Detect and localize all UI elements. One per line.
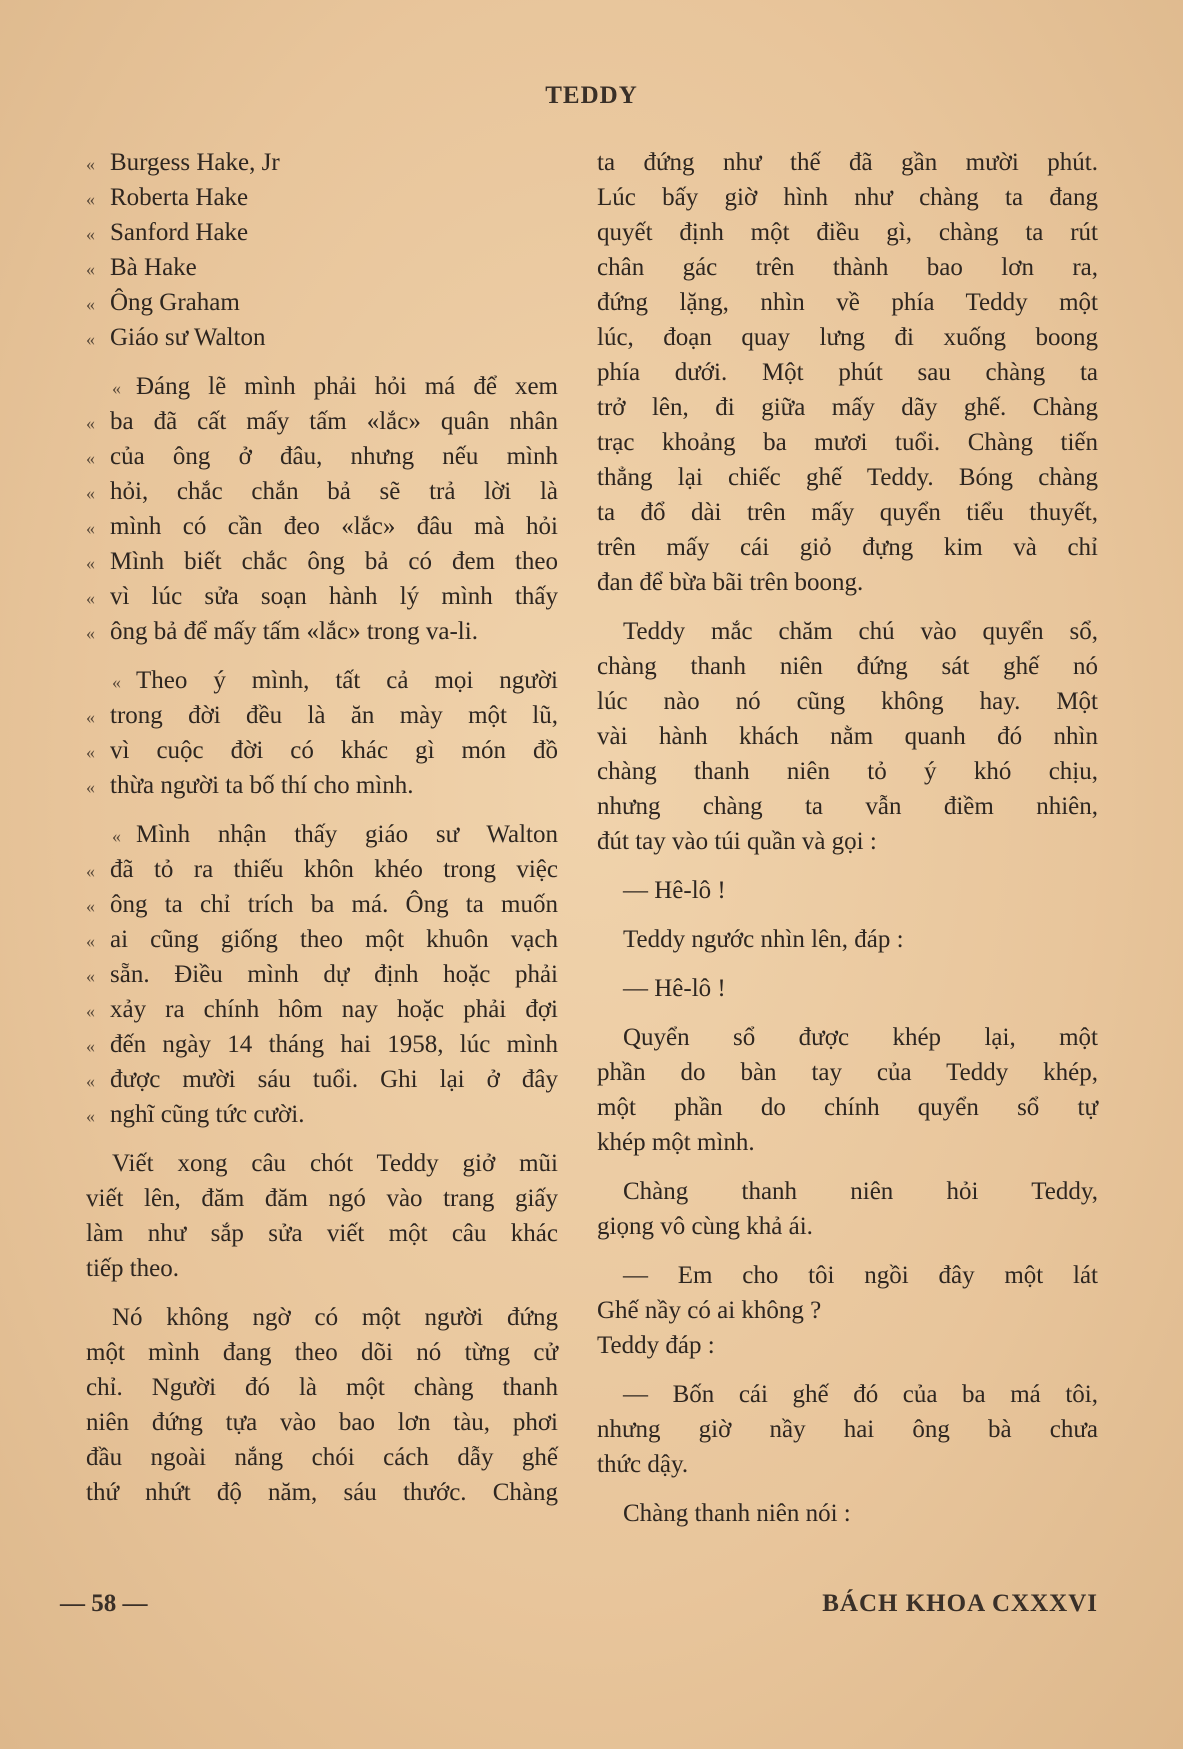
line-text: Theo ý mình, tất cả mọi người xyxy=(136,667,558,694)
line-text: đứng lặng, nhìn về phía Teddy một xyxy=(597,289,1098,316)
quote-mark: « xyxy=(86,154,95,174)
line-text: sẵn. Điều mình dự định hoặc phải xyxy=(110,961,558,988)
text-line xyxy=(86,768,560,803)
text-line xyxy=(597,250,1100,285)
quote-mark: « xyxy=(86,742,95,762)
paragraph-gap xyxy=(597,1006,1100,1020)
line-text: Sanford Hake xyxy=(110,219,249,246)
text-line xyxy=(86,1216,560,1251)
paragraph-gap xyxy=(86,649,560,663)
text-line xyxy=(86,1251,560,1286)
text-line xyxy=(86,614,560,649)
line-text: trở lên, đi giữa mấy dãy ghế. Chàng xyxy=(597,394,1098,421)
text-line xyxy=(597,320,1100,355)
quote-mark: « xyxy=(112,826,121,846)
line-text: của ông ở đâu, nhưng nếu mình xyxy=(110,443,558,470)
text-line xyxy=(86,1027,560,1062)
text-line xyxy=(597,1258,1100,1293)
line-text: chỉ. Người đó là một chàng thanh xyxy=(86,1374,558,1401)
line-text: Burgess Hake, Jr xyxy=(110,149,280,176)
line-text: chàng thanh niên tỏ ý khó chịu, xyxy=(597,758,1098,785)
text-line xyxy=(86,250,560,285)
line-text: một phần do chính quyển sổ tự xyxy=(597,1094,1098,1121)
line-text: đầu ngoài nắng chói cách dẫy ghế xyxy=(86,1444,558,1471)
quote-mark: « xyxy=(86,588,95,608)
line-text: Teddy ngước nhìn lên, đáp : xyxy=(623,926,904,953)
text-line xyxy=(597,530,1100,565)
quote-mark: « xyxy=(112,672,121,692)
text-line xyxy=(86,1405,560,1440)
text-line xyxy=(86,579,560,614)
line-text: hỏi, chắc chắn bả sẽ trả lời là xyxy=(110,478,558,505)
quote-mark: « xyxy=(86,777,95,797)
text-line xyxy=(86,404,560,439)
text-line xyxy=(597,1090,1100,1125)
text-line xyxy=(597,1328,1100,1363)
text-line xyxy=(86,1062,560,1097)
line-text: đã tỏ ra thiếu khôn khéo trong việc xyxy=(110,856,558,883)
line-text: — Bốn cái ghế đó của ba má tôi, xyxy=(623,1381,1098,1408)
text-line xyxy=(597,649,1100,684)
text-line xyxy=(86,439,560,474)
line-text: vì lúc sửa soạn hành lý mình thấy xyxy=(110,583,558,610)
text-line xyxy=(597,1377,1100,1412)
quote-mark: « xyxy=(86,966,95,986)
text-line xyxy=(86,887,560,922)
quote-mark: « xyxy=(86,623,95,643)
text-line xyxy=(597,1412,1100,1447)
line-text: Đáng lẽ mình phải hỏi má để xem xyxy=(136,373,558,400)
text-line xyxy=(86,957,560,992)
left-text-column xyxy=(86,145,560,1510)
running-header: TEDDY xyxy=(545,82,638,109)
line-text: ai cũng giống theo một khuôn vạch xyxy=(110,926,558,953)
text-line xyxy=(86,320,560,355)
line-text: Mình biết chắc ông bả có đem theo xyxy=(110,548,558,575)
quote-mark: « xyxy=(86,189,95,209)
text-line xyxy=(86,663,560,698)
line-text: tiếp theo. xyxy=(86,1255,180,1282)
quote-mark: « xyxy=(86,1036,95,1056)
text-line xyxy=(86,474,560,509)
text-line xyxy=(86,285,560,320)
quote-mark: « xyxy=(86,518,95,538)
line-text: đan để bừa bãi trên boong. xyxy=(597,569,864,596)
text-line xyxy=(597,1125,1100,1160)
line-text: Ghế nầy có ai không ? xyxy=(597,1297,822,1324)
text-line xyxy=(86,145,560,180)
line-text: trạc khoảng ba mươi tuổi. Chàng tiến xyxy=(597,429,1098,456)
line-text: chàng thanh niên đứng sát ghế nó xyxy=(597,653,1098,680)
quote-mark: « xyxy=(86,861,95,881)
text-line xyxy=(597,460,1100,495)
text-line xyxy=(597,789,1100,824)
text-line xyxy=(86,698,560,733)
quote-mark: « xyxy=(86,553,95,573)
line-text: nhưng giờ nầy hai ông bà chưa xyxy=(597,1416,1098,1443)
text-line xyxy=(86,509,560,544)
line-text: phần do bàn tay của Teddy khép, xyxy=(597,1059,1098,1086)
text-line xyxy=(597,684,1100,719)
text-line xyxy=(597,754,1100,789)
line-text: thứ nhứt độ năm, sáu thước. Chàng xyxy=(86,1479,558,1506)
line-text: nhưng chàng ta vẫn điềm nhiên, xyxy=(597,793,1098,820)
paragraph-gap xyxy=(597,1482,1100,1496)
line-text: chân gác trên thành bao lơn ra, xyxy=(597,254,1098,281)
paragraph-gap xyxy=(597,1363,1100,1377)
paragraph-gap xyxy=(86,355,560,369)
text-line xyxy=(597,1174,1100,1209)
right-text-column xyxy=(597,145,1100,1531)
line-text: Mình nhận thấy giáo sư Walton xyxy=(136,821,558,848)
text-line xyxy=(86,733,560,768)
line-text: ông ta chỉ trích ba má. Ông ta muốn xyxy=(110,891,558,918)
line-text: một mình đang theo dõi nó từng cử xyxy=(86,1339,558,1366)
paragraph-gap xyxy=(597,1244,1100,1258)
line-text: Viết xong câu chót Teddy giở mũi xyxy=(112,1150,558,1177)
text-line xyxy=(597,1055,1100,1090)
line-text: niên đứng tựa vào bao lơn tàu, phơi xyxy=(86,1409,558,1436)
line-text: Teddy mắc chăm chú vào quyển sổ, xyxy=(623,618,1098,645)
text-line xyxy=(597,1020,1100,1055)
text-line xyxy=(86,1146,560,1181)
text-line xyxy=(597,824,1100,859)
quote-mark: « xyxy=(86,259,95,279)
text-line xyxy=(597,971,1100,1006)
line-text: — Hê-lô ! xyxy=(623,975,726,1002)
quote-mark: « xyxy=(86,294,95,314)
line-text: lúc, đoạn quay lưng đi xuống boong xyxy=(597,324,1098,351)
paragraph-gap xyxy=(597,600,1100,614)
line-text: xảy ra chính hôm nay hoặc phải đợi xyxy=(110,996,558,1023)
line-text: ta đứng như thế đã gần mười phút. xyxy=(597,149,1098,176)
text-line xyxy=(597,614,1100,649)
text-line xyxy=(86,369,560,404)
quote-mark: « xyxy=(86,413,95,433)
line-text: trên mấy cái giỏ đựng kim và chỉ xyxy=(597,534,1098,561)
text-line xyxy=(597,390,1100,425)
text-line xyxy=(86,544,560,579)
text-line xyxy=(86,922,560,957)
text-line xyxy=(597,425,1100,460)
text-line xyxy=(597,565,1100,600)
line-text: Lúc bấy giờ hình như chàng ta đang xyxy=(597,184,1098,211)
line-text: ông bả để mấy tấm «lắc» trong va-li. xyxy=(110,618,478,645)
line-text: làm như sắp sửa viết một câu khác xyxy=(86,1220,558,1247)
text-line xyxy=(597,285,1100,320)
text-line xyxy=(597,719,1100,754)
text-line xyxy=(86,817,560,852)
quote-mark: « xyxy=(86,896,95,916)
paragraph-gap xyxy=(86,1132,560,1146)
line-text: Chàng thanh niên hỏi Teddy, xyxy=(623,1178,1098,1205)
line-text: thức dậy. xyxy=(597,1451,689,1478)
line-text: thẳng lại chiếc ghế Teddy. Bóng chàng xyxy=(597,464,1098,491)
quote-mark: « xyxy=(86,707,95,727)
quote-mark: « xyxy=(86,1106,95,1126)
line-text: được mười sáu tuổi. Ghi lại ở đây xyxy=(110,1066,558,1093)
line-text: nghĩ cũng tức cười. xyxy=(110,1101,305,1128)
quote-mark: « xyxy=(86,224,95,244)
paragraph-gap xyxy=(597,908,1100,922)
line-text: Roberta Hake xyxy=(110,184,249,211)
page-number: — 58 — xyxy=(60,1590,148,1617)
text-line xyxy=(86,992,560,1027)
paragraph-gap xyxy=(597,1160,1100,1174)
text-line xyxy=(597,355,1100,390)
text-line xyxy=(597,215,1100,250)
text-line xyxy=(86,1370,560,1405)
text-line xyxy=(597,873,1100,908)
quote-mark: « xyxy=(86,483,95,503)
line-text: vài hành khách nằm quanh đó nhìn xyxy=(597,723,1098,750)
text-line xyxy=(86,215,560,250)
line-text: — Em cho tôi ngồi đây một lát xyxy=(623,1262,1098,1289)
quote-mark: « xyxy=(86,1001,95,1021)
line-text: đút tay vào túi quần và gọi : xyxy=(597,828,877,855)
text-line xyxy=(597,1293,1100,1328)
text-line xyxy=(86,1335,560,1370)
line-text: phía dưới. Một phút sau chàng ta xyxy=(597,359,1098,386)
text-line xyxy=(597,1447,1100,1482)
text-line xyxy=(86,852,560,887)
text-line xyxy=(597,1209,1100,1244)
line-text: viết lên, đăm đăm ngó vào trang giấy xyxy=(86,1185,558,1212)
text-line xyxy=(597,495,1100,530)
line-text: Teddy đáp : xyxy=(597,1332,715,1359)
paragraph-gap xyxy=(597,957,1100,971)
line-text: Nó không ngờ có một người đứng xyxy=(112,1304,558,1331)
line-text: đến ngày 14 tháng hai 1958, lúc mình xyxy=(110,1031,558,1058)
line-text: Quyển sổ được khép lại, một xyxy=(623,1024,1098,1051)
line-text: lúc nào nó cũng không hay. Một xyxy=(597,688,1098,715)
line-text: quyết định một điều gì, chàng ta rút xyxy=(597,219,1098,246)
text-line xyxy=(597,180,1100,215)
line-text: trong đời đều là ăn mày một lũ, xyxy=(110,702,558,729)
quote-mark: « xyxy=(112,378,121,398)
text-line xyxy=(86,180,560,215)
line-text: Bà Hake xyxy=(110,254,197,281)
text-line xyxy=(597,145,1100,180)
text-line xyxy=(597,1496,1100,1531)
quote-mark: « xyxy=(86,931,95,951)
quote-mark: « xyxy=(86,448,95,468)
line-text: giọng vô cùng khả ái. xyxy=(597,1213,813,1240)
line-text: thừa người ta bố thí cho mình. xyxy=(110,772,414,799)
text-line xyxy=(86,1300,560,1335)
line-text: khép một mình. xyxy=(597,1129,755,1156)
text-line xyxy=(86,1440,560,1475)
paragraph-gap xyxy=(86,803,560,817)
text-line xyxy=(86,1475,560,1510)
line-text: ta đổ dài trên mấy quyển tiểu thuyết, xyxy=(597,499,1098,526)
quote-mark: « xyxy=(86,1071,95,1091)
line-text: mình có cần đeo «lắc» đâu mà hỏi xyxy=(110,513,558,540)
paragraph-gap xyxy=(86,1286,560,1300)
line-text: Chàng thanh niên nói : xyxy=(623,1500,851,1527)
line-text: Ông Graham xyxy=(110,289,240,316)
quote-mark: « xyxy=(86,329,95,349)
line-text: — Hê-lô ! xyxy=(623,877,726,904)
line-text: ba đã cất mấy tấm «lắc» quân nhân xyxy=(110,408,558,435)
text-line xyxy=(86,1097,560,1132)
magazine-title: BÁCH KHOA CXXXVI xyxy=(822,1590,1098,1617)
paragraph-gap xyxy=(597,859,1100,873)
line-text: Giáo sư Walton xyxy=(110,324,266,351)
text-line xyxy=(86,1181,560,1216)
text-line xyxy=(597,922,1100,957)
line-text: vì cuộc đời có khác gì món đồ xyxy=(110,737,558,764)
